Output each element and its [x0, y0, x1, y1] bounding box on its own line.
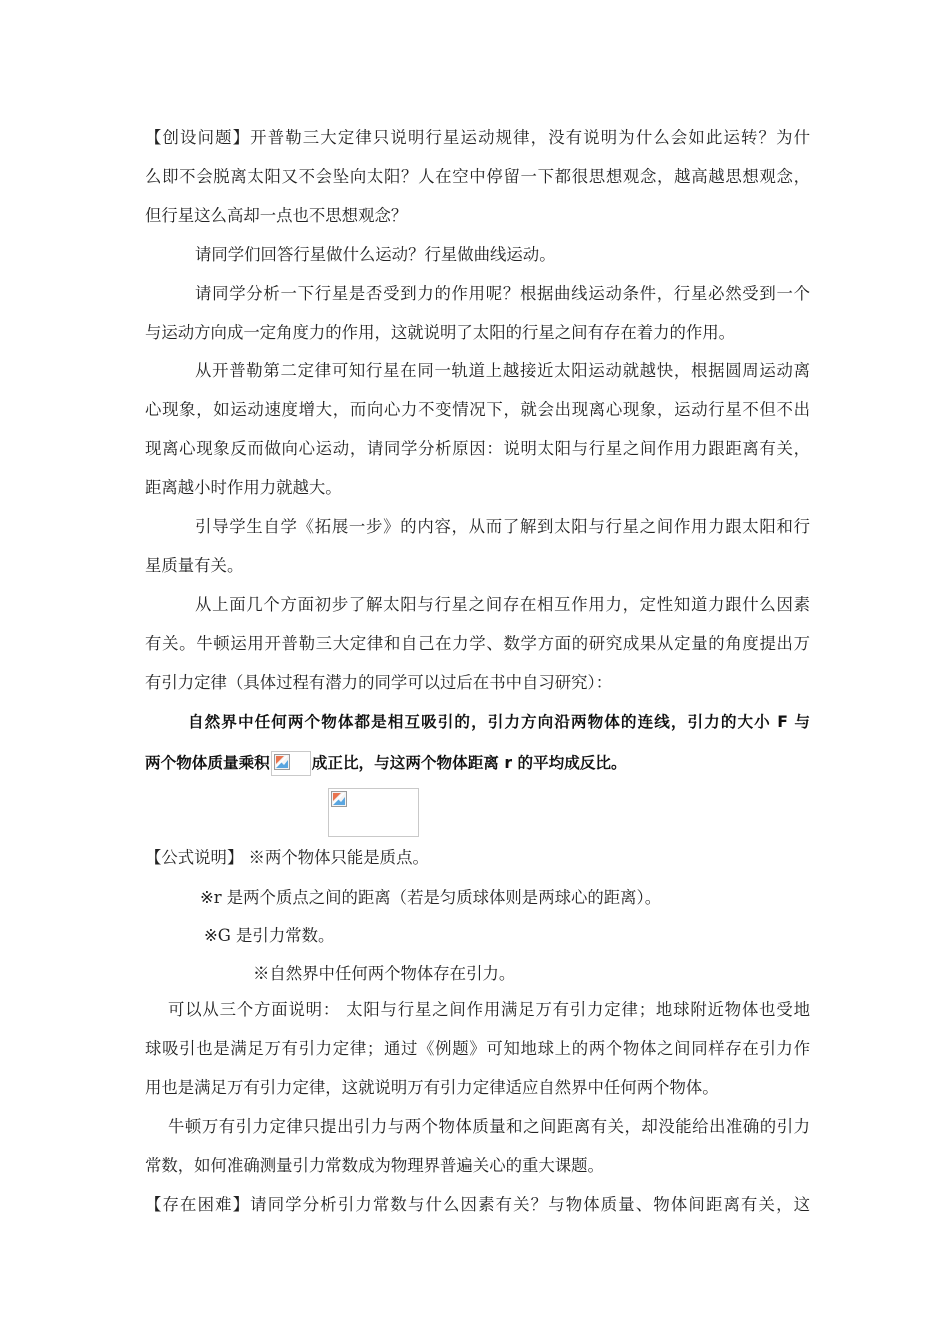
- paragraph-line: 有引力定律（具体过程有潜力的同学可以过后在书中自习研究）：: [145, 673, 613, 692]
- paragraph-line: 球吸引也是满足万有引力定律；通过《例题》可知地球上的两个物体之间同样存在引力作: [145, 1039, 810, 1058]
- formula-note: ※r 是两个质点之间的距离（若是匀质球体则是两球心的距离）。: [200, 888, 662, 907]
- paragraph-line: 用也是满足万有引力定律，这就说明万有引力定律适应自然界中任何两个物体。: [145, 1078, 719, 1097]
- paragraph-line: 可以从三个方面说明： 太阳与行星之间作用满足万有引力定律；地球附近物体也受地: [168, 1000, 810, 1019]
- paragraph-line: 引导学生自学《拓展一步》的内容，从而了解到太阳与行星之间作用力跟太阳和行: [195, 517, 810, 536]
- paragraph-line: 请同学们回答行星做什么运动？行星做曲线运动。: [195, 245, 556, 264]
- formula-note-heading: 【公式说明】 ※两个物体只能是质点。: [145, 848, 429, 867]
- law-statement-text: 成正比，与这两个物体距离 r 的平均成反比。: [311, 754, 627, 772]
- inline-formula-image: [271, 751, 311, 776]
- law-statement-text: 两个物体质量乘积: [145, 754, 270, 772]
- paragraph-line: 牛顿万有引力定律只提出引力与两个物体质量和之间距离有关，却没能给出准确的引力: [168, 1117, 810, 1136]
- paragraph-line: 么即不会脱离太阳又不会坠向太阳？人在空中停留一下都很思想观念，越高越思想观念，: [145, 167, 810, 186]
- law-statement-line: [145, 748, 810, 778]
- paragraph-line: 但行星这么高却一点也不思想观念？: [145, 206, 408, 225]
- difficulty-heading-line: 【存在困难】请同学分析引力常数与什么因素有关？与物体质量、物体间距离有关，这: [145, 1195, 810, 1214]
- paragraph-line: 请同学分析一下行星是否受到力的作用呢？根据曲线运动条件，行星必然受到一个: [195, 284, 810, 303]
- paragraph-line: 星质量有关。: [145, 556, 244, 575]
- formula-image: [328, 788, 419, 837]
- formula-note: ※自然界中任何两个物体存在引力。: [253, 964, 516, 983]
- paragraph-line: 【创设问题】开普勒三大定律只说明行星运动规律，没有说明为什么会如此运转？为什: [145, 128, 810, 147]
- paragraph-line: 从开普勒第二定律可知行星在同一轨道上越接近太阳运动就越快，根据圆周运动离: [195, 361, 810, 380]
- law-statement-line: 自然界中任何两个物体都是相互吸引的，引力方向沿两物体的连线，引力的大小 F 与: [188, 713, 810, 731]
- paragraph-line: 现离心现象反而做向心运动，请同学分析原因：说明太阳与行星之间作用力跟距离有关，: [145, 439, 810, 458]
- broken-image-icon: [331, 791, 347, 807]
- paragraph-line: 心现象，如运动速度增大，而向心力不变情况下，就会出现离心现象，运动行星不但不出: [145, 400, 810, 419]
- paragraph-line: 与运动方向成一定角度力的作用，这就说明了太阳的行星之间有存在着力的作用。: [145, 323, 736, 342]
- broken-image-icon: [274, 754, 290, 770]
- paragraph-line: 常数，如何准确测量引力常数成为物理界普遍关心的重大课题。: [145, 1156, 604, 1175]
- paragraph-line: 有关。牛顿运用开普勒三大定律和自己在力学、数学方面的研究成果从定量的角度提出万: [145, 634, 810, 653]
- formula-note: ※G 是引力常数。: [204, 926, 335, 945]
- paragraph-line: 距离越小时作用力就越大。: [145, 478, 342, 497]
- paragraph-line: 从上面几个方面初步了解太阳与行星之间存在相互作用力，定性知道力跟什么因素: [195, 595, 810, 614]
